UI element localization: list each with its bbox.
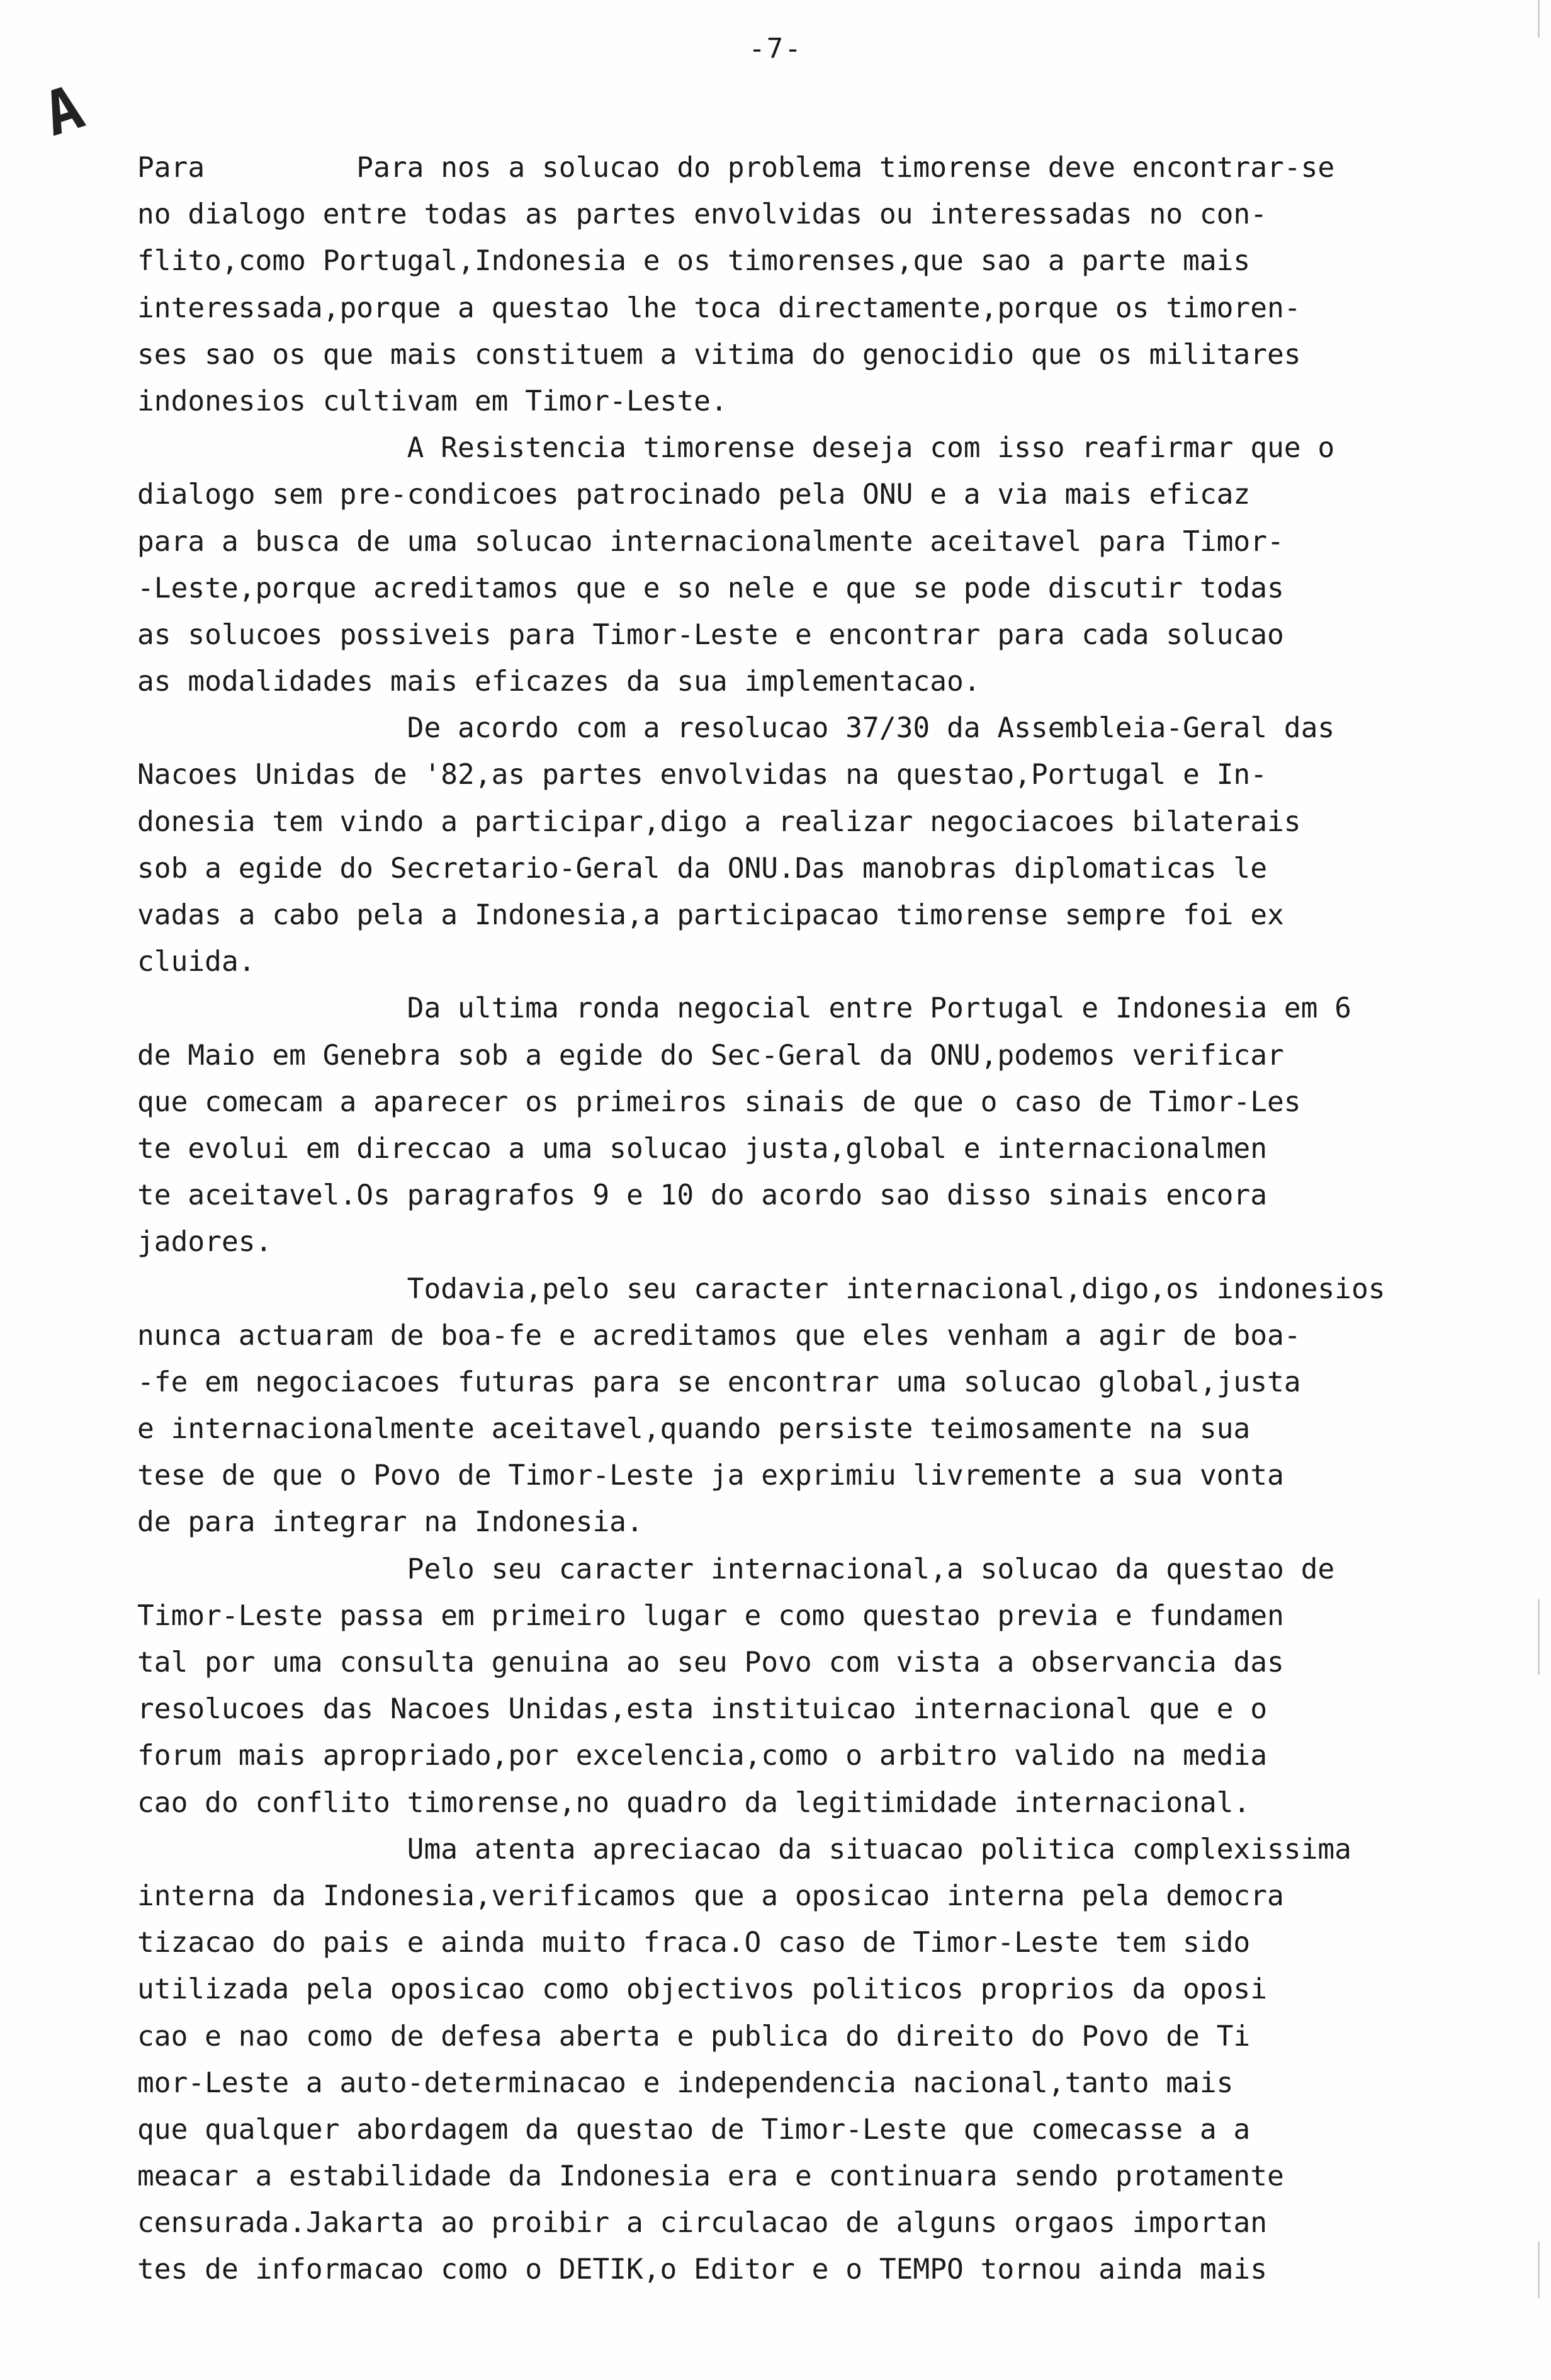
text-line: sob a egide do Secretario-Geral da ONU.Das manobras diplomaticas le: [137, 852, 1268, 885]
text-line: te aceitavel.Os paragrafos 9 e 10 do acordo sao disso sinais encora: [137, 1179, 1268, 1212]
text-line: donesia tem vindo a participar,digo a realizar negociacoes bilaterais: [137, 805, 1301, 838]
text-line: interessada,porque a questao lhe toca directamente,porque os timoren-: [137, 292, 1301, 324]
text-line: que qualquer abordagem da questao de Timor-Leste que comecasse a a: [137, 2113, 1251, 2146]
text-line: censurada.Jakarta ao proibir a circulacao de alguns orgaos importan: [137, 2207, 1268, 2240]
text-line: ses sao os que mais constituem a vitima do genocidio que os militares: [137, 338, 1301, 371]
text-line: de para integrar na Indonesia.: [137, 1506, 643, 1539]
text-line: Para Para nos a solucao do problema timorense deve encontrar-se: [137, 152, 1335, 184]
text-line: que comecam a aparecer os primeiros sinais de que o caso de Timor-Les: [137, 1085, 1301, 1118]
text-line: tizacao do pais e ainda muito fraca.O caso de Timor-Leste tem sido: [137, 1927, 1251, 1959]
text-line: dialogo sem pre-condicoes patrocinado pela ONU e a via mais eficaz: [137, 479, 1251, 511]
text-line: te evolui em direccao a uma solucao justa,global e internacionalmen: [137, 1132, 1268, 1165]
margin-mark-icon: A: [35, 71, 92, 150]
text-line: para a busca de uma solucao internacionalmente aceitavel para Timor-: [137, 525, 1284, 558]
text-line: mor-Leste a auto-determinacao e independencia nacional,tanto mais: [137, 2066, 1234, 2099]
text-line: e internacionalmente aceitavel,quando persiste teimosamente na sua: [137, 1413, 1251, 1446]
text-line: -fe em negociacoes futuras para se encontrar uma solucao global,justa: [137, 1366, 1301, 1398]
text-line: nunca actuaram de boa-fe e acreditamos que eles venham a agir de boa-: [137, 1319, 1301, 1352]
text-line: Nacoes Unidas de '82,as partes envolvidas na questao,Portugal e In-: [137, 759, 1268, 791]
text-line: as modalidades mais eficazes da sua implementacao.: [137, 666, 981, 698]
text-line: meacar a estabilidade da Indonesia era e continuara sendo protamente: [137, 2160, 1284, 2193]
text-line: Todavia,pelo seu caracter internacional,digo,os indonesios: [137, 1272, 1385, 1305]
text-line: -Leste,porque acreditamos que e so nele e que se pode discutir todas: [137, 572, 1284, 604]
text-line: forum mais apropriado,por excelencia,como o arbitro valido na media: [137, 1740, 1268, 1772]
right-edge-line: [1538, 1599, 1540, 1675]
text-line: Uma atenta apreciacao da situacao politica complexissima: [137, 1833, 1351, 1866]
text-line: vadas a cabo pela a Indonesia,a participacao timorense sempre foi ex: [137, 899, 1284, 931]
text-line: Timor-Leste passa em primeiro lugar e como questao previa e fundamen: [137, 1599, 1284, 1632]
text-line: cao do conflito timorense,no quadro da legitimidade internacional.: [137, 1786, 1251, 1819]
text-line: tal por uma consulta genuina ao seu Povo com vista a observancia das: [137, 1646, 1284, 1679]
typed-text-body: [137, 145, 1478, 2294]
text-line: indonesios cultivam em Timor-Leste.: [137, 385, 728, 417]
text-line: jadores.: [137, 1226, 273, 1259]
page-number: -7-: [748, 33, 803, 65]
text-line: Da ultima ronda negocial entre Portugal e Indonesia em 6: [137, 992, 1351, 1025]
right-edge-line: [1538, 0, 1540, 38]
text-line: De acordo com a resolucao 37/30 da Assembleia-Geral das: [137, 712, 1335, 745]
text-line: tes de informacao como o DETIK,o Editor e o TEMPO tornou ainda mais: [137, 2253, 1268, 2286]
text-line: utilizada pela oposicao como objectivos politicos proprios da oposi: [137, 1973, 1268, 2006]
text-line: no dialogo entre todas as partes envolvidas ou interessadas no con-: [137, 198, 1268, 231]
text-line: resolucoes das Nacoes Unidas,esta instituicao internacional que e o: [137, 1693, 1268, 1726]
text-line: tese de que o Povo de Timor-Leste ja exprimiu livremente a sua vonta: [137, 1459, 1284, 1492]
text-line: Pelo seu caracter internacional,a solucao da questao de: [137, 1553, 1335, 1585]
text-line: flito,como Portugal,Indonesia e os timorenses,que sao a parte mais: [137, 245, 1251, 278]
text-line: A Resistencia timorense deseja com isso reafirmar que o: [137, 432, 1335, 465]
text-line: cao e nao como de defesa aberta e publica do direito do Povo de Ti: [137, 2020, 1251, 2053]
text-line: cluida.: [137, 946, 256, 978]
text-line: interna da Indonesia,verificamos que a oposicao interna pela democra: [137, 1879, 1284, 1912]
text-line: as solucoes possiveis para Timor-Leste e encontrar para cada solucao: [137, 618, 1284, 651]
right-edge-line: [1538, 2241, 1540, 2298]
text-line: de Maio em Genebra sob a egide do Sec-Geral da ONU,podemos verificar: [137, 1039, 1284, 1072]
